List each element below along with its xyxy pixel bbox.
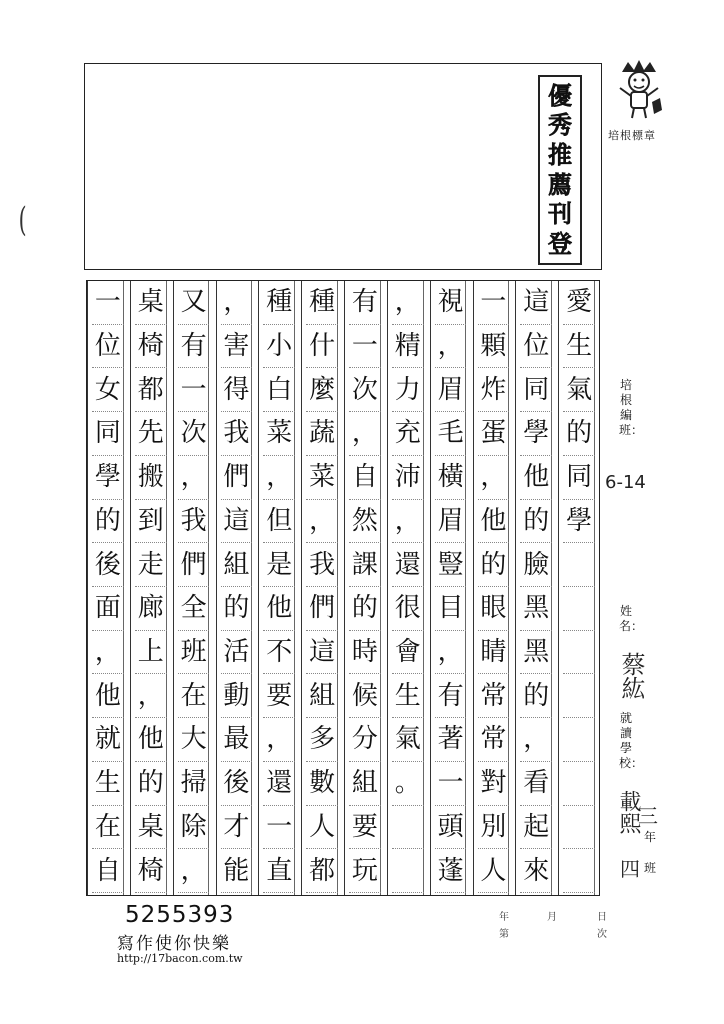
essay-column	[558, 281, 601, 895]
essay-cell	[563, 543, 595, 587]
essay-cell: 能	[221, 849, 253, 893]
school-value: 載熙	[616, 790, 641, 834]
essay-cell: 目	[435, 587, 467, 631]
essay-cell: 什	[306, 325, 338, 369]
essay-cell: 次	[349, 368, 381, 412]
essay-cell: 班	[178, 631, 210, 675]
essay-cell: ，	[435, 325, 467, 369]
essay-cell: 人	[478, 849, 510, 893]
essay-cell: 學	[520, 412, 552, 456]
essay-cell	[563, 587, 595, 631]
essay-cell: 們	[221, 456, 253, 500]
session-di-label: 第	[499, 929, 509, 940]
essay-cell: 很	[392, 587, 424, 631]
essay-cell: 他	[520, 456, 552, 500]
punctuation-strip	[166, 281, 173, 895]
essay-cell: 後	[221, 762, 253, 806]
essay-cell: 桌	[135, 806, 167, 850]
essay-cell: 。	[392, 762, 424, 806]
essay-cell: 的	[221, 587, 253, 631]
essay-cell: 毛	[435, 412, 467, 456]
stamp-char: 推	[548, 140, 572, 170]
essay-cell: 我	[178, 500, 210, 544]
essay-cell	[392, 806, 424, 850]
name-label: 姓名：	[619, 604, 644, 633]
essay-cell: 除	[178, 806, 210, 850]
essay-cell: 看	[520, 762, 552, 806]
date-month-label: 月	[547, 912, 557, 923]
essay-cell: 這	[306, 631, 338, 675]
essay-cell: 這	[520, 281, 552, 325]
date-year-label: 年	[499, 912, 509, 923]
essay-cell	[563, 762, 595, 806]
essay-cell: 玩	[349, 849, 381, 893]
essay-cell: 學	[92, 456, 124, 500]
essay-cell: 視	[435, 281, 467, 325]
essay-cell: ，	[392, 281, 424, 325]
essay-cell: 這	[221, 500, 253, 544]
essay-cell: 位	[520, 325, 552, 369]
essay-cell: 椅	[135, 849, 167, 893]
essay-cell: 生	[392, 674, 424, 718]
essay-cell: 自	[92, 849, 124, 893]
essay-cell: 不	[263, 631, 295, 675]
stamp-char: 登	[548, 229, 572, 259]
essay-cell: 多	[306, 718, 338, 762]
word-count: 5255393	[125, 902, 235, 928]
essay-cell: 白	[263, 368, 295, 412]
essay-cell: 全	[178, 587, 210, 631]
essay-cell: 蓬	[435, 849, 467, 893]
essay-cell: 人	[306, 806, 338, 850]
bacon-mascot-icon	[614, 58, 664, 120]
essay-column	[301, 281, 344, 895]
essay-cell: 搬	[135, 456, 167, 500]
essay-cell	[563, 718, 595, 762]
class-number: 四	[620, 857, 640, 881]
essay-cell: 有	[178, 325, 210, 369]
essay-cell: 菜	[306, 456, 338, 500]
essay-cell: 女	[92, 368, 124, 412]
essay-cell: 來	[520, 849, 552, 893]
essay-cell: 還	[392, 543, 424, 587]
essay-cell	[563, 849, 595, 893]
essay-cell: 頭	[435, 806, 467, 850]
essay-cell	[563, 631, 595, 675]
class-value: 6-14	[605, 472, 646, 493]
punctuation-strip	[337, 281, 344, 895]
essay-cell: 氣	[563, 368, 595, 412]
essay-cell: 直	[263, 849, 295, 893]
essay-cell: 的	[478, 543, 510, 587]
essay-cell: 對	[478, 762, 510, 806]
essay-cell: ，	[478, 456, 510, 500]
essay-cell: 有	[435, 674, 467, 718]
essay-cell	[392, 849, 424, 893]
essay-cell: 精	[392, 325, 424, 369]
essay-column	[173, 281, 216, 895]
stamp-char: 優	[548, 80, 572, 110]
essay-cell: 常	[478, 718, 510, 762]
essay-cell: 種	[306, 281, 338, 325]
grade-value: 三	[638, 804, 658, 828]
essay-cell: 最	[221, 718, 253, 762]
session-ci-label: 次	[597, 929, 607, 940]
stamp-char: 秀	[548, 110, 572, 140]
punctuation-strip	[380, 281, 387, 895]
essay-cell: 氣	[392, 718, 424, 762]
essay-cell: 在	[178, 674, 210, 718]
essay-cell: 的	[349, 587, 381, 631]
essay-cell: 時	[349, 631, 381, 675]
essay-cell: 別	[478, 806, 510, 850]
punctuation-strip	[551, 281, 558, 895]
essay-cell: 才	[221, 806, 253, 850]
essay-cell: 是	[263, 543, 295, 587]
recommendation-stamp	[538, 75, 582, 265]
essay-cell: 豎	[435, 543, 467, 587]
essay-column	[216, 281, 259, 895]
class-unit: 班	[643, 861, 656, 875]
essay-cell: 起	[520, 806, 552, 850]
essay-column	[258, 281, 301, 895]
essay-cell: 黑	[520, 587, 552, 631]
essay-cell: 一	[92, 281, 124, 325]
essay-cell: ，	[349, 412, 381, 456]
essay-cell: 走	[135, 543, 167, 587]
essay-cell: 我	[306, 543, 338, 587]
essay-cell: 面	[92, 587, 124, 631]
essay-cell: 後	[92, 543, 124, 587]
essay-cell: 他	[135, 718, 167, 762]
slogan: 寫作使你快樂	[117, 934, 231, 954]
essay-cell: 椅	[135, 325, 167, 369]
essay-cell: 的	[520, 674, 552, 718]
punctuation-strip	[594, 281, 601, 895]
essay-cell: 們	[306, 587, 338, 631]
essay-column	[515, 281, 558, 895]
essay-cell: ，	[135, 674, 167, 718]
essay-cell: 同	[520, 368, 552, 412]
essay-cell: ，	[392, 500, 424, 544]
punctuation-strip	[123, 281, 130, 895]
essay-cell: 還	[263, 762, 295, 806]
essay-cell: 他	[92, 674, 124, 718]
essay-cell: ，	[263, 456, 295, 500]
essay-cell: 生	[92, 762, 124, 806]
essay-cell: ，	[263, 718, 295, 762]
essay-cell: 常	[478, 674, 510, 718]
margin-mark: (	[18, 200, 27, 240]
essay-column	[344, 281, 387, 895]
essay-cell: 候	[349, 674, 381, 718]
essay-cell: 菜	[263, 412, 295, 456]
punctuation-strip	[251, 281, 258, 895]
essay-cell: 小	[263, 325, 295, 369]
site-url: http://17bacon.com.tw	[117, 952, 243, 965]
essay-cell: 麼	[306, 368, 338, 412]
essay-column	[430, 281, 473, 895]
writing-grid	[86, 280, 600, 896]
punctuation-strip	[294, 281, 301, 895]
punctuation-strip	[508, 281, 515, 895]
essay-cell: 們	[178, 543, 210, 587]
punctuation-strip	[465, 281, 472, 895]
essay-cell: 的	[520, 500, 552, 544]
essay-cell: 動	[221, 674, 253, 718]
grade-unit: 年	[643, 830, 656, 844]
essay-cell: ，	[178, 456, 210, 500]
essay-cell: 害	[221, 325, 253, 369]
essay-cell: 活	[221, 631, 253, 675]
essay-cell: 蛋	[478, 412, 510, 456]
essay-cell: 橫	[435, 456, 467, 500]
essay-column	[387, 281, 430, 895]
essay-cell: 同	[92, 412, 124, 456]
essay-cell: 生	[563, 325, 595, 369]
essay-cell: 眉	[435, 368, 467, 412]
essay-cell: 組	[221, 543, 253, 587]
essay-column	[130, 281, 173, 895]
essay-cell: 我	[221, 412, 253, 456]
essay-cell: 分	[349, 718, 381, 762]
essay-cell: 自	[349, 456, 381, 500]
essay-cell: 組	[349, 762, 381, 806]
essay-cell: ，	[435, 631, 467, 675]
essay-cell: ，	[520, 718, 552, 762]
essay-cell: 就	[92, 718, 124, 762]
essay-cell: 眉	[435, 500, 467, 544]
essay-cell: 一	[478, 281, 510, 325]
essay-cell: 位	[92, 325, 124, 369]
essay-cell	[563, 806, 595, 850]
essay-cell: 一	[263, 806, 295, 850]
essay-cell: 著	[435, 718, 467, 762]
essay-cell: 的	[92, 500, 124, 544]
essay-cell: 一	[349, 325, 381, 369]
essay-cell: ，	[221, 281, 253, 325]
essay-cell	[563, 674, 595, 718]
essay-cell: 課	[349, 543, 381, 587]
class-label: 培根編班：	[619, 378, 644, 437]
essay-cell: 蔬	[306, 412, 338, 456]
essay-cell: 大	[178, 718, 210, 762]
essay-cell: 到	[135, 500, 167, 544]
essay-cell: 但	[263, 500, 295, 544]
essay-cell: 一	[435, 762, 467, 806]
essay-cell: 沛	[392, 456, 424, 500]
school-label: 就讀學校：	[619, 711, 644, 770]
punctuation-strip	[423, 281, 430, 895]
essay-cell: 掃	[178, 762, 210, 806]
essay-cell: 愛	[563, 281, 595, 325]
stamp-caption: 培根標章	[608, 129, 656, 142]
essay-column	[473, 281, 516, 895]
essay-cell: 然	[349, 500, 381, 544]
essay-cell: 的	[563, 412, 595, 456]
essay-cell: 力	[392, 368, 424, 412]
essay-cell: 在	[92, 806, 124, 850]
essay-cell: 學	[563, 500, 595, 544]
essay-cell: 桌	[135, 281, 167, 325]
essay-cell: 同	[563, 456, 595, 500]
essay-cell: 的	[135, 762, 167, 806]
essay-cell: 充	[392, 412, 424, 456]
essay-cell: 數	[306, 762, 338, 806]
essay-cell: 睛	[478, 631, 510, 675]
essay-column	[87, 281, 130, 895]
essay-cell: 次	[178, 412, 210, 456]
name-value: 蔡紘	[617, 652, 645, 700]
essay-cell: 他	[263, 587, 295, 631]
essay-cell: 臉	[520, 543, 552, 587]
stamp-char: 薦	[548, 169, 572, 199]
essay-cell: 他	[478, 500, 510, 544]
essay-cell: 上	[135, 631, 167, 675]
essay-cell: 都	[135, 368, 167, 412]
essay-cell: 一	[178, 368, 210, 412]
essay-cell: 廊	[135, 587, 167, 631]
essay-cell: 要	[263, 674, 295, 718]
essay-cell: 黑	[520, 631, 552, 675]
essay-cell: 眼	[478, 587, 510, 631]
essay-cell: ，	[92, 631, 124, 675]
essay-cell: 有	[349, 281, 381, 325]
essay-cell: 種	[263, 281, 295, 325]
stamp-char: 刊	[548, 199, 572, 229]
punctuation-strip	[208, 281, 215, 895]
essay-cell: 又	[178, 281, 210, 325]
essay-cell: ，	[306, 500, 338, 544]
header-box	[84, 63, 602, 270]
essay-cell: 會	[392, 631, 424, 675]
essay-cell: 都	[306, 849, 338, 893]
essay-cell: 先	[135, 412, 167, 456]
essay-cell: 得	[221, 368, 253, 412]
essay-cell: 要	[349, 806, 381, 850]
essay-cell: 顆	[478, 325, 510, 369]
essay-cell: 組	[306, 674, 338, 718]
essay-cell: 炸	[478, 368, 510, 412]
date-day-label: 日	[597, 912, 607, 923]
essay-cell: ，	[178, 849, 210, 893]
